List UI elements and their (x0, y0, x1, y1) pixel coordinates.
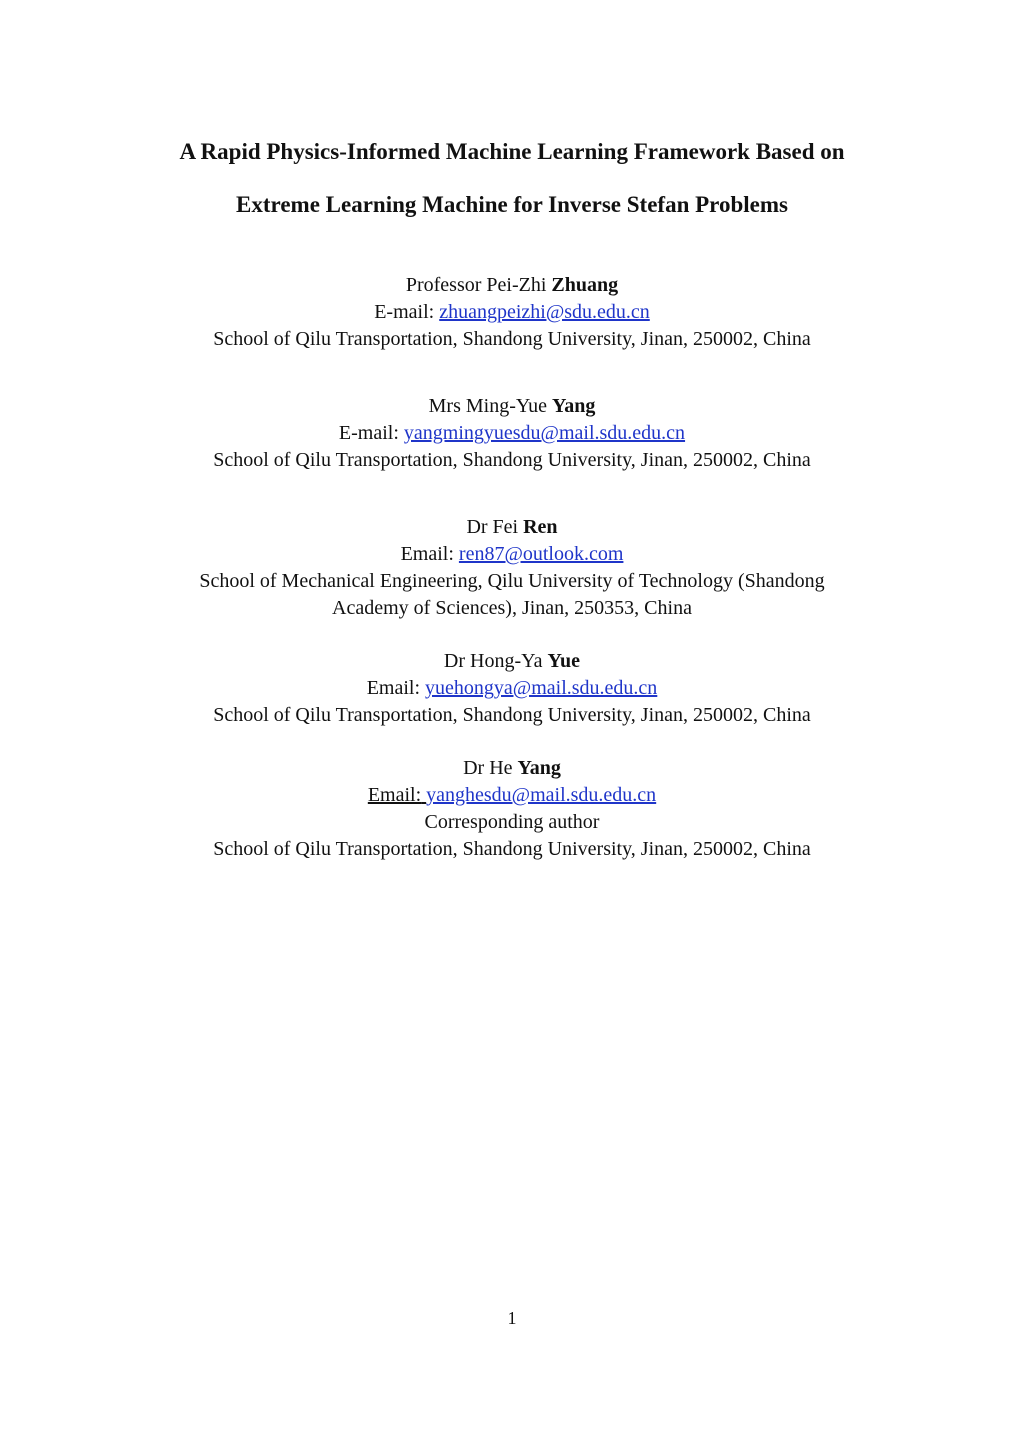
email-label: E-mail: (374, 301, 435, 323)
paper-title-line-2: Extreme Learning Machine for Inverse Stefan Problems (236, 192, 788, 217)
email-link[interactable]: zhuangpeizhi@sdu.edu.cn (439, 301, 650, 323)
author-surname: Yue (547, 650, 581, 672)
author-email-line (0, 541, 1024, 568)
email-label: Email: (366, 677, 421, 699)
email-link[interactable]: ren87@outlook.com (458, 543, 624, 565)
author-block (0, 648, 1024, 729)
author-email-line (0, 782, 1024, 809)
email-label: E-mail: (338, 422, 399, 444)
author-affiliation: School of Qilu Transportation, Shandong University, Jinan, 250002, China (213, 838, 811, 860)
author-name-prefix: Dr Hong-Ya (443, 650, 543, 672)
author-surname: Yang (517, 757, 561, 779)
author-surname: Zhuang (551, 274, 619, 296)
paper-title-line-1: A Rapid Physics-Informed Machine Learning Framework Based on (179, 139, 845, 164)
author-email-line (0, 299, 1024, 326)
author-block (0, 514, 1024, 622)
author-name-prefix: Dr Fei (466, 516, 519, 538)
author-name (0, 272, 1024, 299)
email-label: Email: (367, 784, 422, 806)
author-name (0, 514, 1024, 541)
author-block (0, 272, 1024, 353)
author-affiliation: School of Qilu Transportation, Shandong University, Jinan, 250002, China (213, 704, 811, 726)
email-link[interactable]: yanghesdu@mail.sdu.edu.cn (426, 784, 657, 806)
author-surname: Yang (551, 395, 596, 417)
author-name-prefix: Professor Pei-Zhi (405, 274, 547, 296)
page-number: 1 (507, 1308, 517, 1328)
author-affiliation: School of Qilu Transportation, Shandong University, Jinan, 250002, China (213, 328, 811, 350)
author-name (0, 755, 1024, 782)
author-block (0, 393, 1024, 474)
author-email-line (0, 420, 1024, 447)
email-link[interactable]: yangmingyuesdu@mail.sdu.edu.cn (403, 422, 686, 444)
email-link[interactable]: yuehongya@mail.sdu.edu.cn (425, 677, 658, 699)
author-affiliation: School of Mechanical Engineering, Qilu University of Technology (Shandong Academy of Sciences), Jinan, 250353, China (199, 570, 825, 619)
author-email-line (0, 675, 1024, 702)
author-affiliation: School of Qilu Transportation, Shandong University, Jinan, 250002, China (213, 449, 811, 471)
author-name (0, 648, 1024, 675)
author-name (0, 393, 1024, 420)
author-block (0, 755, 1024, 863)
author-surname: Ren (523, 516, 558, 538)
author-name-prefix: Mrs Ming-Yue (428, 395, 547, 417)
author-name-prefix: Dr He (463, 757, 513, 779)
corresponding-author-note: Corresponding author (424, 811, 600, 833)
email-label: Email: (400, 543, 454, 565)
